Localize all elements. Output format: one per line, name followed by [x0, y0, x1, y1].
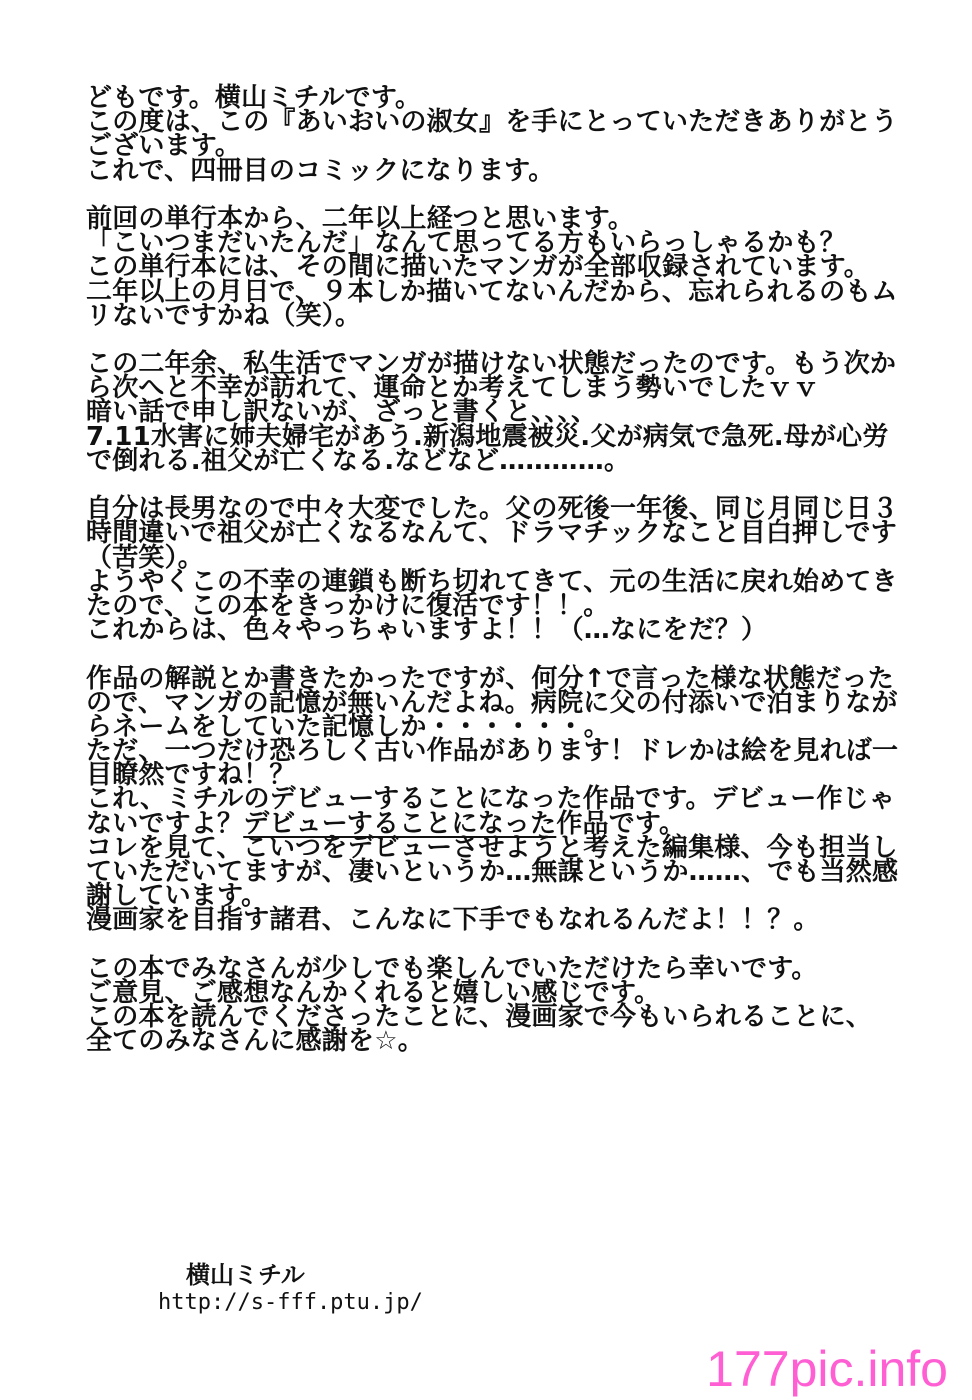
text-line: 全てのみなさんに感謝を☆。	[86, 1026, 424, 1057]
text-line: で倒れる.祖父が亡くなる.などなど…………。	[86, 445, 631, 476]
watermark-text: 177pic.info	[706, 1341, 948, 1397]
text-line: 目瞭然ですね！？	[86, 760, 296, 791]
afterword-body	[86, 83, 906, 1057]
text-line: どもです。横山ミチルです。	[86, 83, 422, 113]
text-line: ただ、一つだけ恐ろしく古い作品があります！ドレかは絵を見れば一	[86, 736, 899, 767]
underlined-phrase: デビューすることになった	[243, 808, 557, 839]
text-line: 謝しています。	[86, 881, 268, 912]
paragraph-works-commentary	[86, 663, 906, 936]
text-line: 7.11水害に姉夫婦宅があう.新潟地震被災.父が病気で急死.母が心労	[86, 421, 889, 452]
text-line: 暗い話で申し訳ないが、ざっと書くと、、、、	[86, 397, 598, 428]
author-signature: 横山ミチル	[186, 1261, 305, 1289]
text-line: 時間違いで祖父が亡くなるなんて、ドラマチックなこと目白押しです	[86, 518, 897, 549]
text-line: これ、ミチルのデビューすることになった作品です。デビュー作じゃ	[86, 784, 896, 815]
author-url: http://s-fff.ptu.jp/	[158, 1290, 423, 1315]
text-line: 「こいつまだいたんだ」なんて思ってる方もいらっしゃるかも？	[86, 228, 846, 259]
text-line: ら次へと不幸が訪れて、運命とか考えてしまう勢いでしたｖｖ	[86, 373, 820, 404]
paragraph-hardships	[86, 349, 906, 476]
text-line: これからは、色々やっちゃいますよ！！（…なにをだ？）	[86, 615, 768, 646]
text-line: この二年余、私生活でマンガが描けない状態だったのです。もう次か	[86, 349, 897, 380]
text-line: この度は、この『あいおいの淑女』を手にとっていただきありがとう	[86, 107, 898, 138]
text-line: リないですかね（笑）。	[86, 300, 362, 331]
text-line: 作品の解説とか書きたかったですが、何分↑で言った様な状態だった	[86, 663, 894, 694]
text-line: らネームをしていた記憶しか・・・・・・。	[86, 711, 611, 742]
emphasis-after: 作品です。	[556, 808, 686, 839]
text-line: この本でみなさんが少しでも楽しんでいただけたら幸いです。	[86, 953, 818, 984]
paragraph-comeback	[86, 494, 906, 646]
text-line: 漫画家を目指す諸君、こんなに下手でもなれるんだよ！！？。	[86, 905, 820, 936]
text-line: これで、四冊目のコミックになります。	[86, 155, 555, 186]
text-line: この本を読んでくださったことに、漫画家で今もいられることに、	[86, 1002, 873, 1033]
emphasis-before: ないですよ？	[86, 808, 244, 839]
text-line: 自分は長男なので中々大変でした。父の死後一年後、同じ月同じ日３	[86, 494, 899, 525]
text-line: 前回の単行本から、二年以上経つと思います。	[86, 203, 635, 234]
paragraph-greeting	[86, 83, 906, 186]
text-line: ので、マンガの記憶が無いんだよね。病院に父の付添いで泊まりなが	[86, 687, 898, 718]
text-line: ていただいてますが、凄いというか…無謀というか……、でも当然感	[86, 857, 899, 887]
text-line: コレを見て、こいつをデビューさせようと考えた編集様、今も担当し	[86, 832, 898, 863]
text-line: 二年以上の月日で、９本しか描いてないんだから、忘れられるのもム	[86, 276, 898, 307]
text-line: （苦笑）。	[86, 542, 205, 573]
text-line: ございます。	[86, 131, 242, 162]
text-line: たので、この本をきっかけに復活です！！。	[86, 590, 610, 621]
text-line: ようやくこの不幸の連鎖も断ち切れてきて、元の生活に戻れ始めてき	[86, 566, 898, 597]
text-line: ご意見、ご感想なんかくれると嬉しい感じです。	[86, 977, 661, 1008]
paragraph-closing	[86, 953, 906, 1057]
text-line: この単行本には、その間に描いたマンガが全部収録されています。	[86, 252, 870, 283]
paragraph-gap	[86, 642, 906, 666]
paragraph-previous-book	[86, 203, 906, 331]
